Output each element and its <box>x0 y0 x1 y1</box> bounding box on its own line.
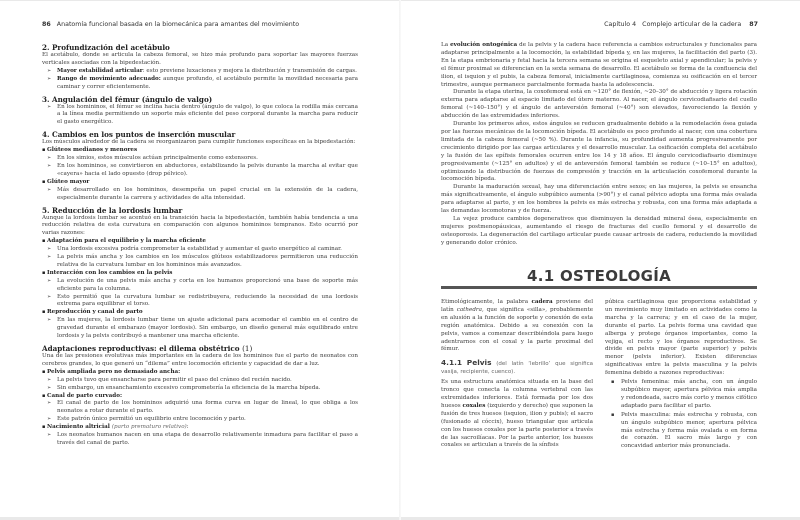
list-item: ➢ En los homininos, se convirtieron en abductores, estabilizando la pelvis durante la marcha al evitar que «cayera» hacia el lado opuesto (drop pélvico). <box>42 163 358 179</box>
list-item: ➢ Los neonatos humanos nacen en una etapa de desarrollo relativamente inmadura para facilitar el paso a través del canal de parto. <box>42 432 358 448</box>
list <box>42 155 358 179</box>
list-item: ➢ Sin embargo, un ensanchamiento excesivo comprometería la eficiencia de la marcha bípeda. <box>42 385 358 393</box>
text: La <box>441 42 451 48</box>
heading-lordosis: 5. Reducción de la lordosis lumbar <box>42 205 183 215</box>
list-item <box>42 76 358 92</box>
chapter-title: Complejo articular de la cadera <box>642 21 742 28</box>
text-bold: coxales <box>462 402 486 409</box>
heading-text: Adaptaciones reproductivas: el dilema obstétrico <box>42 344 240 353</box>
heading-acetabulo: 2. Profundización del acetábulo <box>42 43 170 52</box>
paragraph <box>441 42 757 89</box>
section-rule <box>441 286 757 289</box>
text: de la pelvis y la cadera hace referencia a cambios estructurales y funcionales para adaptarse principalmente a la locomoción, la estabilidad bípeda y, en las mujeres, la facilitación del parto (3). En la etapa embrionaria y fetal hacia la tercera semana se origina el esqueleto axial y apendicular; la pelvis y el fémur proximal se diferencian en la sexta semana de desarrollo. El acetábulo se forma de la confluencia del ilion, el isquion y el pubis, la cabeza femoral, inicialmente cartilaginosa, comienza su osificación en el tercer trimestre, aunque permanece parcialmente formada hasta la adolescencia. <box>441 42 757 88</box>
list <box>42 400 358 424</box>
paragraph: Los músculos alrededor de la cadera se reorganizaron para cumplir funciones específicas en la bipedestación: <box>42 139 356 146</box>
list-item: ➢ Más desarrollado en los homininos, desempeña un papel crucial en la extensión de la cadera, especialmente durante la carrera y actividades de alta intensidad. <box>42 187 358 203</box>
ontogenic-text <box>441 42 757 248</box>
text: proviene del latín <box>441 299 593 313</box>
left-page <box>0 1 400 517</box>
list <box>42 377 358 393</box>
list-item: ➢ La pelvis tuvo que ensancharse para permitir el paso del cráneo del recién nacido. <box>42 377 358 385</box>
reference: (1) <box>242 344 253 353</box>
list-item: ➢ El canal de parto de los homininos adquirió una forma curva en lugar de lineal, lo que obliga a los neonatos a rotar durante el parto. <box>42 400 358 416</box>
list <box>42 278 358 310</box>
right-running-head <box>604 21 758 28</box>
list <box>42 317 358 341</box>
heading-angulacion-femur: 3. Angulación del fémur (ángulo de valgo) <box>42 94 213 104</box>
paragraph: Una de las presiones evolutivas más importantes en la cadera de los homininos fue el parto de neonatos con cerebros grandes, lo que generó un “dilema” entre locomoción eficiente y capacidad de dar a luz. <box>42 353 358 367</box>
text-bold: evolución ontogénica <box>450 42 518 48</box>
list <box>42 432 358 448</box>
bullet-heading-suffix: : <box>186 424 189 431</box>
paragraph <box>441 299 593 354</box>
heading-dilema-obstetrico <box>42 344 358 353</box>
list-item: ▪ Pelvis masculina: más estrecha y robusta, con un ángulo subpúbico menor, apertura pélvica más estrecha y forma más ovalada o en forma de corazón. El sacro más largo y con concavidad anterior más pronunciada. <box>605 412 757 452</box>
bullet-heading: ▪ Reproducción y canal de parto <box>42 309 358 317</box>
bullet-heading <box>42 424 358 432</box>
item-text: : esto previene luxaciones y mejora la distribución y transmisión de cargas. <box>142 67 357 74</box>
item-text: aunque profundo, el acetábulo permite la movilidad necesaria para caminar y correr eficientemente. <box>57 75 358 90</box>
subheading-title: Pelvis <box>466 358 492 368</box>
list-item: ▪ Pelvis femenina: más ancha, con un ángulo subpúbico mayor, apertura pélvica más amplia y redondeada, sacro más corto y menos cifótico adaptado para facilitar el parto. <box>605 379 757 411</box>
bullet-heading: ▪ Adaptación para el equilibrio y la marcha eficiente <box>42 238 358 246</box>
item-bold: Mayor estabilidad articular <box>57 67 143 74</box>
paragraph: Durante la etapa uterina, la coxofemoral está en ~120° de flexión, ~20–30° de abducción y ligera rotación externa para adaptarse al espacio limitado del útero materno. Al nacer, el ángulo cervicodiafisario del cuello femoral (~140–150°) y el ángulo de anteversión femoral (~40°) son elevados, favoreciendo la flexión y abducción de las extremidades inferiores. <box>441 89 757 120</box>
left-content <box>42 43 358 448</box>
text-italic: cathedra <box>456 306 482 313</box>
item-bold: Rango de movimiento adecuado: <box>57 75 161 82</box>
paragraph: Durante la maduración sexual, hay una diferenciación entre sexos; en las mujeres, la pelvis se ensancha más significativamente, el ángulo subpúbico aumenta (>90°) y el canal pélvico adopta una forma más ovalada para adaptarse al parto, y en los hombres la pelvis es más estrecha y robusta, con una forma más adaptada a las demandas locomotoras y de fuerza. <box>441 184 757 215</box>
list <box>42 246 358 270</box>
list <box>42 68 358 92</box>
paragraph: púbica cartilaginosa que proporciona estabilidad y un movimiento muy limitado en actividades como la marcha y la carrera; y en el caso de la mujer, durante el parto. La pelvis forma una cavidad que alberga y protege órganos importantes, como la vejiga, el recto y los órganos reproductivos. Se divide en pelvis mayor (parte superior) y pelvis menor (pelvis inferior). Existen diferencias significativas entre la pelvis masculina y la pelvis femenina debido a razones reproductivas: <box>605 299 757 377</box>
text: Es una estructura anatómica situada en la base del tronco que conecta la columna vertebral con las extremidades inferiores. Está formada por los dos huesos <box>441 379 593 409</box>
bullet-heading: ▪ Pelvis ampliada pero no demasiado ancha: <box>42 369 358 377</box>
bullet-heading-note: (parto prematuro relativo) <box>111 424 187 431</box>
list-item: ➢ En las mujeres, la lordosis lumbar tiene un ajuste adicional para acomodar el cambio en el centro de gravedad durante el embarazo (mayor lordosis). Sin embargo, un diseño general más equilibrado entre lordosis y la pelvis contribuyó a mantener una marcha eficiente. <box>42 317 358 341</box>
paragraph <box>441 379 593 450</box>
bullet-heading: ▪ Canal de parto curvado: <box>42 393 358 401</box>
list-item: ➢ En los homininos, el fémur se inclina hacia dentro (ángulo de valgo), lo que coloca la rodilla más cercana a la línea media permitiendo un soporte más eficiente del peso corporal durante la marcha para reducir el gasto energético. <box>42 104 358 128</box>
list-item: ➢ Este patrón único permitió un equilibrio entre locomoción y parto. <box>42 416 358 424</box>
osteo-column-right <box>605 299 757 451</box>
paragraph: La vejez produce cambios degenerativos que disminuyen la densidad mineral ósea, especialmente en mujeres postmenopáusicas, aumentando el riesgo de fracturas del cuello femoral y el desarrollo de osteoporosis. La degeneración del cartílago articular puede causar artrosis de cadera, reduciendo la movilidad y generando dolor crónico. <box>441 215 757 246</box>
list <box>605 379 757 451</box>
left-page-number: 86 <box>42 21 51 28</box>
book-title: Anatomía funcional basada en la biomecánica para amantes del movimiento <box>56 21 300 28</box>
list <box>42 187 358 203</box>
subheading-note: (del latín ‘lebrillo’ que significa vasija, recipiente, cuenco). <box>441 361 594 376</box>
paragraph: El acetábulo, donde se articula la cabeza femoral, se hizo más profundo para soportar las mayores fuerzas verticales asociadas con la bipedestación. <box>42 52 358 66</box>
paragraph: Aunque la lordosis lumbar se acentuó en la transición hacia la bipedestación, también había tendencia a una reducción relativa de esta curvatura en comparación con algunos homininos tempranos. Esto ocurrió por varias razones: <box>42 214 358 237</box>
chapter-label: Capítulo 4 <box>604 21 637 28</box>
subheading-pelvis <box>441 359 593 377</box>
list-item: ➢ Esto permitió que la curvatura lumbar se redistribuyera, reduciendo la necesidad de una lordosis extrema para equilibrar el torso. <box>42 294 358 310</box>
section-title-osteologia: 4.1 OSTEOLOGÍA <box>526 267 672 285</box>
bullet-heading: ▪ Interacción con los cambios en la pelvis <box>42 270 358 278</box>
list-item: ➢ Una lordosis excesiva podría comprometer la estabilidad y aumentar el gasto energético al caminar. <box>42 246 358 254</box>
left-running-head <box>42 21 299 28</box>
text: , que significa «silla», probablemente en alusión a la función de soporte y conexión de esta región anatómica. Debido a su conexión con la pelvis, vamos a comenzar describiéndola para luego adentrarnos con el coxal y la parte proximal del fémur. <box>441 306 594 353</box>
list-item: ➢ En los simios, estos músculos actúan principalmente como extensores. <box>42 155 358 163</box>
text: Etimológicamente, la palabra <box>441 299 532 305</box>
bullet-heading-text: Nacimiento altricial <box>47 424 110 431</box>
list-item: ➢ La pelvis más ancha y los cambios en los músculos glúteos estabilizadores permitieron una reducción relativa de la curvatura lumbar en los homininos más avanzados. <box>42 254 358 270</box>
text-bold: cadera <box>531 299 553 305</box>
right-page <box>401 1 800 517</box>
bullet-heading: ▪ Glúteos medianos y menores <box>42 147 358 155</box>
list <box>42 104 358 128</box>
osteo-column-left <box>441 299 593 450</box>
text: (izquierdo y derecho) que suponen la fusión de tres huesos (isquion, ilion y pubis); el sacro (fusionado al cóccix), hueso triangular que articula con los huesos coxales por la parte posterior a través de las sacroilíacas. Por la parte anterior, los huesos coxales se articulan a través de la sínfisis <box>441 402 594 449</box>
subheading-number: 4.1.1 <box>441 358 463 368</box>
heading-insercion-muscular: 4. Cambios en los puntos de inserción muscular <box>42 130 236 140</box>
list-item <box>42 68 358 76</box>
bullet-heading: ▪ Glúteo mayor <box>42 179 358 187</box>
list-item: ➢ La evolución de una pelvis más ancha y corta en los humanos proporcionó una base de soporte más eficiente para la columna. <box>42 278 358 294</box>
paragraph: Durante los primeros años, estos ángulos se reducen gradualmente debido a la remodelación ósea guiada por las fuerzas mecánicas de la locomoción bípeda. El acetábulo es poco profundo al nacer, con una cobertura limitada de la cabeza femoral (~50 %). Durante la infancia, su profundidad aumenta progresivamente por crecimiento dirigido por las cargas articulares y el desarrollo muscular. La osificación completa del acetábulo y la fusión de las epífisis femorales ocurren entre los 14 y 18 años. El ángulo cervicodiafisario disminuye progresivamente (~125° en adultos) y el de anteversión femoral también se reduce (~10–15° en adultos), optimizando la distribución de fuerzas de compresión y tracción en la articulación coxofemoral durante la locomoción bípeda. <box>441 121 757 183</box>
right-page-number: 87 <box>749 21 758 28</box>
